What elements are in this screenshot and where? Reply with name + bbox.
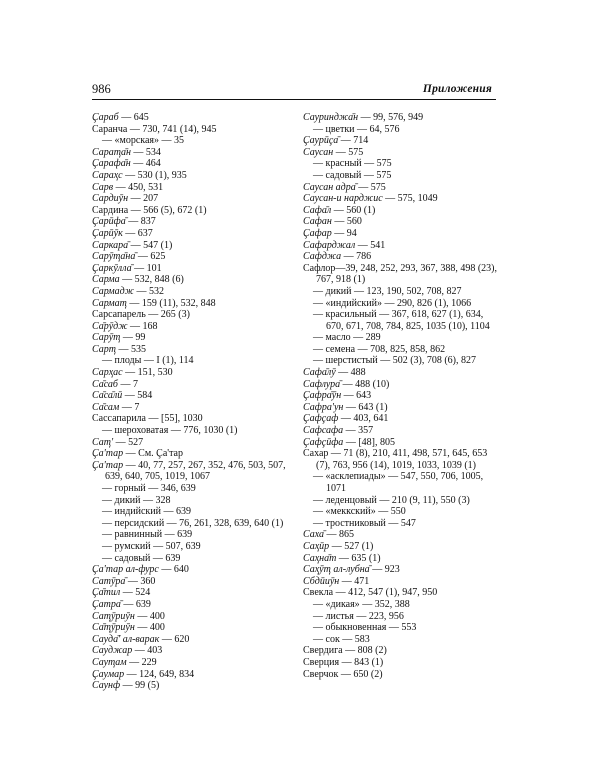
index-page-refs: — 367, 618, 627 (1), 634, 670, 671, 708, 784, 825, 1035 (10), 1104 (326, 309, 490, 332)
index-page-refs: — 502 (3), 708 (6), 827 (377, 355, 477, 367)
index-headword: Сардиӯн (92, 193, 129, 205)
index-headword: Саҭӯриӯн (92, 610, 135, 622)
index-page-refs: — 837 (125, 216, 156, 228)
index-entry (303, 379, 503, 391)
index-entry (92, 228, 288, 240)
index-entry (303, 240, 503, 252)
index-entry (92, 425, 288, 437)
index-entry (92, 112, 288, 124)
index-entry (303, 437, 503, 449)
index-entry (303, 553, 503, 565)
index-headword: Сафра'ун (303, 401, 344, 413)
index-page-refs: — 625 (135, 251, 166, 263)
index-entry (92, 332, 288, 344)
index-page-refs: — 575, 1049 (382, 193, 438, 205)
index-entry (303, 413, 503, 425)
index-page-refs: — 786 (341, 251, 372, 263)
index-page-refs: — 403, 641 (338, 413, 389, 425)
index-entry (303, 147, 503, 159)
index-page-refs: — 535 (115, 343, 146, 355)
index-page-refs: — 357 (343, 425, 374, 437)
index-entry (92, 669, 288, 681)
index-entry (92, 622, 288, 634)
index-headword: Саунф (92, 680, 121, 692)
index-entry (303, 228, 503, 240)
index-headword: Сарма (92, 274, 120, 286)
index-page-refs: — I (1), 114 (141, 355, 194, 367)
index-page-refs: — 553 (386, 622, 417, 634)
index-page-refs: — 99 (120, 332, 146, 344)
index-headword: — садовый (102, 552, 151, 564)
index-headword: Ҫафҫаф (303, 413, 339, 425)
index-headword: Саҳна̄т (303, 552, 337, 564)
index-page-refs: — 575 (361, 169, 392, 181)
index-entry (303, 367, 503, 379)
index-entry (303, 518, 503, 530)
index-headword: — «асклепиады» (313, 471, 386, 483)
index-page-refs: — 290, 826 (1), 1066 (382, 297, 472, 309)
index-page-refs: — 547 (1) (128, 239, 173, 251)
index-headword: — «индийский» (313, 297, 382, 309)
index-headword: Саркара̄ (92, 239, 129, 251)
index-entry (92, 483, 288, 495)
index-headword: — равнинный (102, 529, 163, 541)
index-headword: Ҫатра̄ (92, 598, 121, 610)
index-entry (92, 251, 288, 263)
index-headword: Ҫаумар (92, 668, 125, 680)
index-entry (303, 495, 503, 507)
index-page-refs: — 40, 77, 257, 267, 352, 476, 503, 507, 639, 640, 705, 1019, 1067 (105, 459, 286, 483)
index-headword: Сассапарила (92, 413, 146, 425)
index-entry (303, 448, 503, 471)
index-headword: — «дикая» (313, 598, 360, 610)
index-entry (303, 576, 503, 588)
header-rule (92, 99, 496, 100)
index-page-refs: — 71 (8), 210, 411, 498, 571, 645, 653 (7), 763, 956 (14), 1019, 1033, 1039 (1) (316, 448, 488, 471)
index-headword: Сардина (92, 204, 129, 216)
index-page-refs: — 639 (150, 552, 181, 564)
index-page-refs: — 637 (122, 227, 153, 239)
index-headword: — «меккский» (313, 506, 376, 518)
index-entry (303, 657, 503, 669)
index-page-refs: — 229 (126, 656, 157, 668)
index-entry (303, 112, 503, 124)
index-entry (303, 645, 503, 657)
index-headword: — тростниковый (313, 517, 386, 529)
index-headword: — садовый (313, 169, 362, 181)
index-headword: Са̄саб (92, 378, 118, 390)
index-page-refs: — 584 (122, 390, 153, 402)
index-headword: Саҭ' (92, 436, 114, 448)
index-entry (92, 263, 288, 275)
index-entry (303, 390, 503, 402)
index-page-refs: — 808 (2) (342, 645, 387, 657)
index-entry (92, 611, 288, 623)
index-entry (303, 251, 503, 263)
page-number: 986 (92, 82, 111, 96)
index-entry (303, 344, 503, 356)
index-headword: Сафа̄лӯ (303, 367, 336, 379)
index-page-refs: — 223, 956 (353, 610, 404, 622)
index-page-refs: — 210 (9, 11), 550 (3) (376, 494, 470, 506)
index-headword: Сараҳс (92, 169, 123, 181)
index-page-refs: — 99 (5) (120, 680, 160, 692)
index-entry (92, 495, 288, 507)
index-headword: — масло (313, 332, 351, 344)
index-page-refs: — 865 (324, 529, 355, 541)
index-page-refs: — [55], 1030 (145, 413, 203, 425)
index-page-refs: — 575 (333, 146, 364, 158)
index-page-refs: — 289 (350, 332, 381, 344)
index-headword: Сауринджа̄н (303, 112, 359, 123)
index-headword: Саҳӣр (303, 540, 330, 552)
index-headword: — шерстистый (313, 355, 378, 367)
index-headword: Сафсафа (303, 425, 344, 437)
index-headword: — красильный (313, 309, 377, 321)
index-entry (92, 506, 288, 518)
index-page-refs: — 400 (134, 610, 165, 622)
index-entry (303, 182, 503, 194)
index-entry (92, 274, 288, 286)
index-headword: — румский (102, 540, 151, 552)
index-entry (92, 193, 288, 205)
index-headword: Сарв (92, 181, 114, 193)
index-page-refs: — 488 (335, 367, 366, 379)
index-headword: Сауджар (92, 645, 133, 657)
index-page-refs: — 639 (161, 506, 191, 518)
index-page-refs: — 403 (132, 645, 163, 657)
index-headword: Ҫарӣӯк (92, 227, 123, 239)
index-page-refs: — 547, 550, 706, 1005, 1071 (326, 471, 484, 494)
index-headword: Сараҭа̄н (92, 146, 131, 158)
index-entry (92, 286, 288, 298)
index-headword: Ҫаурӣҫа̄ (303, 135, 339, 147)
index-headword: Саусан (303, 146, 334, 158)
index-headword: Саранча (92, 123, 128, 135)
index-headword: Свекла (303, 587, 334, 599)
index-headword: — дикий (313, 285, 352, 297)
index-entry (92, 298, 288, 310)
index-headword: Сарӯҭ (92, 332, 121, 344)
index-page-refs: — 730, 741 (14), 945 (127, 123, 217, 135)
index-page-refs: — 507, 639 (150, 540, 201, 552)
running-head: Приложения (422, 83, 492, 95)
index-entry (92, 216, 288, 228)
index-page-refs: — 639 (162, 529, 193, 541)
index-headword: Сауҭам (92, 656, 127, 668)
index-headword: — сок (313, 633, 340, 645)
index-headword: Ҫа'тар ал-фурс (92, 564, 159, 576)
index-headword: — плоды (102, 355, 142, 367)
index-headword: Сарҭ (92, 343, 116, 355)
index-headword: Саусан-и нарджис (303, 193, 383, 205)
index-page-refs: — 7 (119, 401, 140, 413)
index-entry (92, 576, 288, 588)
index-entry (303, 298, 503, 310)
index-page-refs: — 360 (125, 575, 156, 587)
index-headword: Саусан адра̄ (303, 181, 356, 193)
index-headword: — индийский (102, 506, 161, 518)
index-page-refs: — См. Ҫа'тар (123, 448, 183, 460)
index-entry (303, 402, 503, 414)
index-entry (92, 587, 288, 599)
index-entry (92, 205, 288, 217)
index-page-refs: — 64, 576 (354, 123, 400, 135)
index-entry (303, 529, 503, 541)
index-page-refs: — 352, 388 (359, 598, 410, 610)
index-page-refs: — 35 (159, 135, 185, 147)
index-entry (92, 657, 288, 669)
index-page-refs: — 524 (120, 587, 151, 599)
index-page-refs: — 708, 825, 858, 862 (355, 343, 446, 355)
index-page-refs: — 346, 639 (145, 483, 196, 494)
index-page-refs: — 123, 190, 502, 708, 827 (351, 285, 462, 297)
index-entry (92, 379, 288, 391)
index-page-refs: — 640 (158, 564, 189, 576)
index-page-refs: — 566 (5), 672 (1) (128, 204, 207, 216)
index-entry (303, 611, 503, 623)
index-page-refs: — 635 (1) (336, 552, 381, 564)
index-page-refs: — 265 (3) (145, 309, 190, 321)
index-headword: Ҫа̄тил (92, 587, 121, 599)
index-entry (92, 124, 288, 136)
index-entry (92, 564, 288, 576)
index-entry (92, 413, 288, 425)
index-headword: Сауда̄' ал-варак (92, 633, 160, 645)
index-headword: Ҫаркӯлла̄ (92, 262, 132, 274)
index-page-refs: — 471 (339, 575, 370, 587)
index-page-refs: — 527 (113, 436, 144, 448)
index-page-refs: — 843 (1) (339, 656, 384, 668)
index-entry (303, 564, 503, 576)
index-entry (303, 124, 503, 136)
index-page-refs: — 550 (375, 506, 406, 518)
index-headword: Сарҳас (92, 367, 123, 379)
index-entry (92, 518, 288, 530)
index-headword: — цветки (313, 123, 355, 135)
index-entry (303, 471, 503, 494)
index-headword: Ҫарӣфа̄ (92, 216, 126, 228)
index-entry (92, 309, 288, 321)
index-page-refs: — 620 (159, 633, 190, 645)
index-page-refs: — 530 (1), 935 (122, 169, 187, 181)
index-headword: Сафан (303, 216, 332, 228)
index-entry (92, 529, 288, 541)
index-column-left (92, 112, 288, 692)
index-headword: — леденцовый (313, 494, 377, 506)
index-headword: Свердига (303, 645, 343, 657)
index-page-refs: — 650 (2) (338, 668, 383, 680)
index-page-refs: — 575 (355, 181, 386, 193)
index-page-refs: — 207 (128, 193, 159, 205)
index-entry (92, 402, 288, 414)
index-entry (92, 634, 288, 646)
index-entry (303, 205, 503, 217)
index-entry (92, 321, 288, 333)
index-entry (303, 622, 503, 634)
index-entry (303, 506, 503, 518)
index-page-refs: — 639 (120, 598, 151, 610)
index-page-refs: — 532, 848 (6) (119, 274, 184, 286)
index-page-refs: — 124, 649, 834 (124, 668, 195, 680)
index-entry (92, 541, 288, 553)
index-entry (303, 286, 503, 298)
index-headword: Ҫафар (303, 227, 332, 239)
index-headword: Ҫарафа̄н (92, 158, 131, 170)
index-headword: Са̄са̄лӣ (92, 390, 123, 402)
index-entry (92, 680, 288, 692)
index-page-refs: — 645 (118, 112, 149, 123)
index-entry (303, 309, 503, 332)
index-entry (303, 425, 503, 437)
index-column-right (303, 112, 503, 680)
index-headword: Сверция (303, 656, 340, 668)
index-entry (92, 367, 288, 379)
index-page-refs: — 7 (117, 378, 138, 390)
index-page-refs: — 643 (1) (343, 401, 388, 413)
index-page-refs: — 400 (134, 622, 165, 634)
index-headword: Сатӯра̄ (92, 575, 126, 587)
index-headword: Сверчок (303, 668, 339, 680)
index-headword: — листья (313, 610, 354, 622)
index-entry (92, 344, 288, 356)
index-page-refs: — 328 (140, 494, 171, 506)
index-headword: Ҫафҫӣфа (303, 436, 344, 448)
index-headword: — «морская» (102, 135, 160, 147)
index-entry (92, 240, 288, 252)
index-page-refs: — 575 (361, 158, 392, 170)
index-page-refs: — 923 (369, 564, 400, 576)
index-headword: Сармадж (92, 285, 134, 297)
index-entry (303, 135, 503, 147)
index-headword: Сафарджал (303, 239, 356, 251)
index-entry (303, 263, 503, 286)
index-headword: — дикий (102, 494, 141, 506)
index-entry (303, 587, 503, 599)
index-entry (92, 448, 288, 460)
index-entry (92, 645, 288, 657)
index-entry (303, 332, 503, 344)
index-entry (303, 193, 503, 205)
index-headword: Саҳӯҭ ал-лубна̄ (303, 564, 370, 576)
index-headword: Ҫафра̄ӯн (303, 390, 342, 402)
index-entry (92, 182, 288, 194)
index-entry (303, 634, 503, 646)
index-page-refs: — 464 (130, 158, 161, 170)
index-headword: Ҫа'тар (92, 448, 124, 460)
index-headword: Сафлор (303, 262, 336, 274)
index-headword: Саха̄ (303, 529, 325, 541)
index-headword: Сарӯҭа̄на̄ (92, 251, 136, 263)
index-page-refs: — [48], 805 (343, 436, 395, 448)
index-entry (92, 460, 288, 483)
index-page-refs: — 99, 576, 949 (358, 112, 424, 123)
index-headword: Сарсапарель (92, 309, 146, 321)
index-page-refs: — 159 (11), 532, 848 (126, 297, 216, 309)
index-headword: Сбдӣиӯн (303, 575, 340, 587)
index-entry (303, 158, 503, 170)
index-page-refs: — 541 (355, 239, 386, 251)
index-entry (303, 355, 503, 367)
index-entry (303, 541, 503, 553)
index-headword: — семена (313, 343, 356, 355)
index-page-refs: — 488 (10) (340, 378, 390, 390)
index-page-refs: — 560 (1) (331, 204, 376, 216)
index-entry (92, 553, 288, 565)
index-page-refs: — 412, 547 (1), 947, 950 (333, 587, 438, 599)
index-headword: Сармаҭ (92, 297, 127, 309)
index-entry (303, 599, 503, 611)
index-entry (303, 669, 503, 681)
index-entry (92, 135, 288, 147)
index-headword: — обыкновенная (313, 622, 387, 634)
index-page-refs: — 168 (127, 320, 158, 332)
index-page-refs: — 547 (385, 517, 416, 529)
index-page-refs: — 94 (331, 227, 357, 239)
index-headword: Сафа̄л (303, 204, 332, 216)
index-headword: — красный (313, 158, 362, 170)
index-page-refs: — 450, 531 (113, 181, 164, 193)
index-page-refs: — 532 (133, 285, 164, 297)
index-page-refs: — 583 (339, 633, 370, 645)
index-page-refs: — 643 (341, 390, 372, 402)
index-page-refs: — 534 (130, 146, 161, 158)
index-headword: Сафлура̄ (303, 378, 341, 390)
index-page-refs: — 776, 1030 (1) (168, 425, 238, 437)
index-headword: Са̄ҭӯриӯн (92, 622, 135, 634)
index-page-refs: — 560 (331, 216, 362, 228)
index-page-refs: — 527 (1) (329, 540, 374, 552)
index-headword: — горный (102, 483, 146, 494)
index-entry (92, 158, 288, 170)
index-entry (92, 437, 288, 449)
index-entry (303, 170, 503, 182)
index-page-refs: — 714 (338, 135, 369, 147)
index-headword: — персидский (102, 517, 165, 529)
index-entry (92, 355, 288, 367)
index-entry (92, 599, 288, 611)
index-entry (92, 147, 288, 159)
index-page-refs: — 151, 530 (122, 367, 173, 379)
index-headword: Ҫа'тар (92, 459, 124, 471)
index-headword: — шероховатая (102, 425, 169, 437)
index-headword: Сахар (303, 448, 329, 460)
index-page-refs: — 101 (131, 262, 162, 274)
index-headword: Са̄сам (92, 401, 120, 413)
index-entry (303, 216, 503, 228)
index-page-refs: — 76, 261, 328, 639, 640 (1) (164, 517, 284, 529)
index-headword: Са̄рӯдж (92, 320, 128, 332)
index-entry (92, 390, 288, 402)
index-entry (92, 170, 288, 182)
index-headword: Сафджа (303, 251, 342, 263)
index-page-refs: —39, 248, 252, 293, 367, 388, 498 (23), 767, 918 (1) (316, 262, 498, 286)
index-headword: Ҫараб (92, 112, 119, 123)
